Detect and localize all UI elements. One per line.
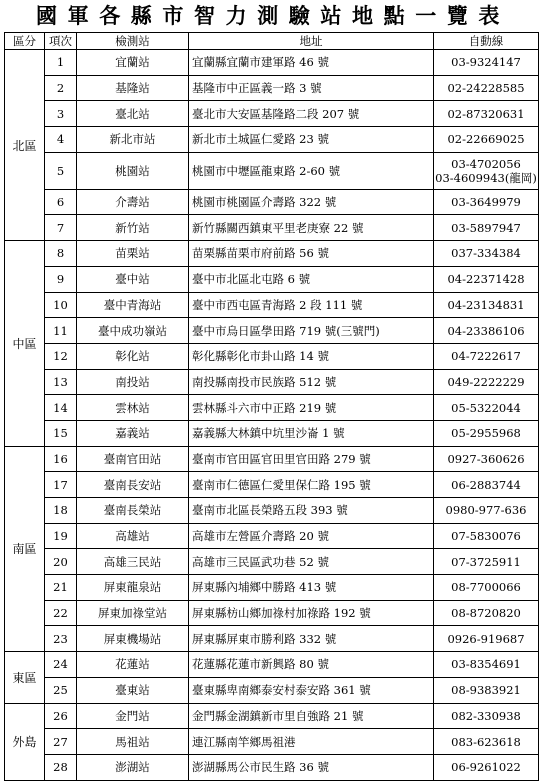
address-cell: 彰化縣彰化市卦山路 14 號 (189, 343, 434, 369)
item-number-cell: 26 (45, 703, 77, 729)
phone-number: 05-2955968 (451, 426, 521, 441)
address-cell: 桃園市中壢區龍東路 2-60 號 (189, 152, 434, 189)
phone-number: 0980-977-636 (445, 503, 527, 518)
item-number-cell: 12 (45, 343, 77, 369)
item-number-cell: 8 (45, 241, 77, 267)
table-row (5, 127, 539, 153)
phone-number: 03-4702056 (451, 156, 521, 171)
header-phone: 自動線 (434, 33, 539, 50)
header-address: 地址 (189, 33, 434, 50)
station-name-cell: 金門站 (77, 703, 189, 729)
table-row (5, 292, 539, 318)
table-row (5, 549, 539, 575)
item-number-cell: 18 (45, 498, 77, 524)
station-name-cell: 臺中站 (77, 266, 189, 292)
table-row (5, 420, 539, 446)
item-number-cell: 28 (45, 754, 77, 780)
phone-cell (434, 127, 539, 153)
station-table (4, 32, 539, 781)
item-number-cell: 27 (45, 729, 77, 755)
table-row (5, 318, 539, 344)
header-no: 項次 (45, 33, 77, 50)
region-cell: 中區 (5, 241, 45, 447)
phone-cell (434, 292, 539, 318)
station-name-cell: 新竹站 (77, 215, 189, 241)
item-number-cell: 5 (45, 152, 77, 189)
phone-number: 07-3725911 (451, 554, 521, 569)
address-cell: 基隆市中正區義一路 3 號 (189, 75, 434, 101)
phone-number: 04-23386106 (447, 323, 525, 338)
phone-cell (434, 652, 539, 678)
station-name-cell: 臺中青海站 (77, 292, 189, 318)
table-row (5, 677, 539, 703)
address-cell: 南投縣南投市民族路 512 號 (189, 369, 434, 395)
item-number-cell: 14 (45, 395, 77, 421)
station-name-cell: 澎湖站 (77, 754, 189, 780)
station-name-cell: 嘉義站 (77, 420, 189, 446)
address-cell: 臺北市大安區基隆路二段 207 號 (189, 101, 434, 127)
station-name-cell: 苗栗站 (77, 241, 189, 267)
address-cell: 苗栗縣苗栗市府前路 56 號 (189, 241, 434, 267)
phone-cell (434, 472, 539, 498)
phone-cell (434, 241, 539, 267)
phone-cell (434, 369, 539, 395)
header-region: 區分 (5, 33, 45, 50)
table-row (5, 152, 539, 189)
phone-cell (434, 703, 539, 729)
table-row (5, 729, 539, 755)
table-row (5, 215, 539, 241)
table-row (5, 523, 539, 549)
phone-cell (434, 729, 539, 755)
phone-number: 037-334384 (451, 246, 521, 261)
phone-cell (434, 626, 539, 652)
phone-cell (434, 75, 539, 101)
station-name-cell: 南投站 (77, 369, 189, 395)
item-number-cell: 7 (45, 215, 77, 241)
address-cell: 連江縣南竿鄉馬祖港 (189, 729, 434, 755)
phone-number: 06-2883744 (451, 477, 521, 492)
table-row (5, 575, 539, 601)
address-cell: 桃園市桃園區介壽路 322 號 (189, 189, 434, 215)
table-row (5, 600, 539, 626)
station-name-cell: 臺中成功嶺站 (77, 318, 189, 344)
table-row (5, 50, 539, 76)
address-cell: 花蓮縣花蓮市新興路 80 號 (189, 652, 434, 678)
table-row (5, 446, 539, 472)
address-cell: 屏東縣屏東市勝利路 332 號 (189, 626, 434, 652)
page-title: 國軍各縣市智力測驗站地點一覽表 (36, 3, 510, 28)
table-row (5, 754, 539, 780)
phone-number: 02-22669025 (447, 132, 525, 147)
station-name-cell: 彰化站 (77, 343, 189, 369)
address-cell: 臺東縣卑南鄉泰安村泰安路 361 號 (189, 677, 434, 703)
address-cell: 新竹縣關西鎮東平里老庚寮 22 號 (189, 215, 434, 241)
address-cell: 臺南市官田區官田里官田路 279 號 (189, 446, 434, 472)
address-cell: 澎湖縣馬公市民生路 36 號 (189, 754, 434, 780)
station-name-cell: 屏東機場站 (77, 626, 189, 652)
station-name-cell: 高雄站 (77, 523, 189, 549)
phone-number: 02-24228585 (447, 81, 525, 96)
address-cell: 臺南市仁德區仁愛里保仁路 195 號 (189, 472, 434, 498)
phone-cell (434, 446, 539, 472)
item-number-cell: 3 (45, 101, 77, 127)
item-number-cell: 22 (45, 600, 77, 626)
phone-number: 03-4609943(龍岡) (435, 170, 537, 185)
phone-number: 03-8354691 (451, 657, 521, 672)
table-header-row (5, 33, 539, 50)
phone-number: 03-9324147 (451, 55, 521, 70)
address-cell: 屏東縣枋山鄉加祿村加祿路 192 號 (189, 600, 434, 626)
table-row (5, 498, 539, 524)
item-number-cell: 4 (45, 127, 77, 153)
phone-cell (434, 152, 539, 189)
station-name-cell: 屏東加祿堂站 (77, 600, 189, 626)
phone-number: 03-3649979 (451, 195, 521, 210)
table-row (5, 395, 539, 421)
station-name-cell: 高雄三民站 (77, 549, 189, 575)
item-number-cell: 21 (45, 575, 77, 601)
table-row (5, 652, 539, 678)
table-row (5, 189, 539, 215)
phone-cell (434, 677, 539, 703)
table-row (5, 626, 539, 652)
phone-number: 0927-360626 (447, 451, 525, 466)
station-name-cell: 桃園站 (77, 152, 189, 189)
address-cell: 臺南市北區長榮路五段 393 號 (189, 498, 434, 524)
table-row (5, 369, 539, 395)
station-name-cell: 臺南長榮站 (77, 498, 189, 524)
phone-cell (434, 523, 539, 549)
region-cell: 外島 (5, 703, 45, 780)
address-cell: 高雄市左營區介壽路 20 號 (189, 523, 434, 549)
address-cell: 金門縣金湖鎮新市里自強路 21 號 (189, 703, 434, 729)
phone-number: 06-9261022 (451, 760, 521, 775)
table-body (5, 50, 539, 781)
address-cell: 臺中市西屯區青海路 2 段 111 號 (189, 292, 434, 318)
station-name-cell: 臺北站 (77, 101, 189, 127)
station-name-cell: 介壽站 (77, 189, 189, 215)
table-row (5, 241, 539, 267)
item-number-cell: 9 (45, 266, 77, 292)
phone-cell (434, 600, 539, 626)
address-cell: 屏東縣內埔鄉中勝路 413 號 (189, 575, 434, 601)
phone-cell (434, 549, 539, 575)
table-row (5, 75, 539, 101)
address-cell: 新北市土城區仁愛路 23 號 (189, 127, 434, 153)
item-number-cell: 11 (45, 318, 77, 344)
station-name-cell: 基隆站 (77, 75, 189, 101)
region-cell: 南區 (5, 446, 45, 652)
phone-cell (434, 395, 539, 421)
phone-cell (434, 101, 539, 127)
table-row (5, 101, 539, 127)
phone-number: 07-5830076 (451, 529, 521, 544)
phone-number: 08-7700066 (451, 580, 521, 595)
phone-cell (434, 575, 539, 601)
phone-cell (434, 420, 539, 446)
phone-cell (434, 318, 539, 344)
station-name-cell: 臺東站 (77, 677, 189, 703)
table-row (5, 266, 539, 292)
header-station: 檢測站 (77, 33, 189, 50)
item-number-cell: 17 (45, 472, 77, 498)
phone-number: 082-330938 (451, 708, 521, 723)
phone-cell (434, 215, 539, 241)
item-number-cell: 25 (45, 677, 77, 703)
address-cell: 嘉義縣大林鎮中坑里沙崙 1 號 (189, 420, 434, 446)
phone-cell (434, 189, 539, 215)
phone-cell (434, 498, 539, 524)
item-number-cell: 20 (45, 549, 77, 575)
table-row (5, 343, 539, 369)
phone-number: 04-7222617 (451, 349, 521, 364)
item-number-cell: 10 (45, 292, 77, 318)
phone-cell (434, 754, 539, 780)
item-number-cell: 19 (45, 523, 77, 549)
phone-number: 02-87320631 (447, 106, 525, 121)
station-name-cell: 宜蘭站 (77, 50, 189, 76)
phone-number: 08-9383921 (451, 683, 521, 698)
station-name-cell: 新北市站 (77, 127, 189, 153)
address-cell: 宜蘭縣宜蘭市建軍路 46 號 (189, 50, 434, 76)
phone-number: 04-22371428 (447, 272, 525, 287)
phone-number: 083-623618 (451, 734, 521, 749)
station-name-cell: 花蓮站 (77, 652, 189, 678)
address-cell: 雲林縣斗六市中正路 219 號 (189, 395, 434, 421)
phone-cell (434, 343, 539, 369)
table-row (5, 472, 539, 498)
phone-number: 049-2222229 (447, 374, 525, 389)
item-number-cell: 1 (45, 50, 77, 76)
phone-cell (434, 50, 539, 76)
station-name-cell: 屏東龍泉站 (77, 575, 189, 601)
item-number-cell: 6 (45, 189, 77, 215)
table-row (5, 703, 539, 729)
region-cell: 北區 (5, 50, 45, 241)
item-number-cell: 24 (45, 652, 77, 678)
station-name-cell: 臺南官田站 (77, 446, 189, 472)
region-cell: 東區 (5, 652, 45, 703)
address-cell: 臺中市烏日區學田路 719 號(三號門) (189, 318, 434, 344)
item-number-cell: 13 (45, 369, 77, 395)
item-number-cell: 2 (45, 75, 77, 101)
station-name-cell: 臺南長安站 (77, 472, 189, 498)
phone-cell (434, 266, 539, 292)
address-cell: 高雄市三民區武功巷 52 號 (189, 549, 434, 575)
item-number-cell: 23 (45, 626, 77, 652)
phone-number: 03-5897947 (451, 220, 521, 235)
phone-number: 0926-919687 (447, 631, 525, 646)
phone-number: 04-23134831 (447, 297, 525, 312)
phone-number: 08-8720820 (451, 606, 521, 621)
station-name-cell: 馬祖站 (77, 729, 189, 755)
item-number-cell: 16 (45, 446, 77, 472)
phone-number: 05-5322044 (451, 400, 521, 415)
item-number-cell: 15 (45, 420, 77, 446)
station-name-cell: 雲林站 (77, 395, 189, 421)
address-cell: 臺中市北區北屯路 6 號 (189, 266, 434, 292)
